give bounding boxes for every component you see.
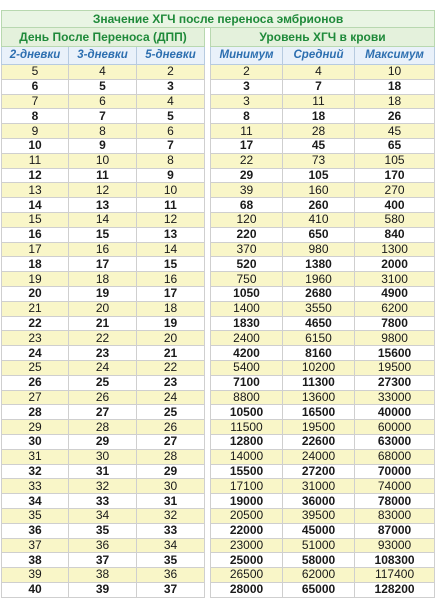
cell-5-day: 37 [137, 582, 205, 597]
cell-max: 128200 [355, 582, 435, 597]
cell-avg: 39500 [283, 508, 355, 523]
cell-avg: 105 [283, 168, 355, 183]
cell-min: 14000 [211, 449, 283, 464]
cell-avg: 31000 [283, 479, 355, 494]
cell-avg: 22600 [283, 434, 355, 449]
cell-max: 7800 [355, 316, 435, 331]
cell-min: 10500 [211, 405, 283, 420]
cell-2-day: 5 [2, 65, 69, 80]
cell-3-day: 29 [69, 434, 137, 449]
cell-5-day: 2 [137, 65, 205, 80]
col-header-max: Максимум [355, 47, 435, 65]
cell-2-day: 21 [2, 301, 69, 316]
cell-5-day: 19 [137, 316, 205, 331]
table-row [2, 331, 435, 346]
cell-min: 68 [211, 198, 283, 213]
cell-5-day: 33 [137, 523, 205, 538]
cell-min: 19000 [211, 494, 283, 509]
table-row [2, 227, 435, 242]
cell-min: 5400 [211, 360, 283, 375]
cell-5-day: 15 [137, 257, 205, 272]
cell-max: 40000 [355, 405, 435, 420]
cell-avg: 3550 [283, 301, 355, 316]
cell-avg: 11 [283, 94, 355, 109]
cell-3-day: 16 [69, 242, 137, 257]
cell-max: 117400 [355, 568, 435, 583]
table-row [2, 420, 435, 435]
cell-min: 370 [211, 242, 283, 257]
cell-3-day: 8 [69, 124, 137, 139]
cell-2-day: 14 [2, 198, 69, 213]
table-row [2, 272, 435, 287]
cell-max: 9800 [355, 331, 435, 346]
cell-3-day: 7 [69, 109, 137, 124]
table-row [2, 94, 435, 109]
cell-min: 3 [211, 79, 283, 94]
table-row [2, 538, 435, 553]
cell-min: 520 [211, 257, 283, 272]
cell-3-day: 12 [69, 183, 137, 198]
table-row [2, 360, 435, 375]
cell-3-day: 17 [69, 257, 137, 272]
table-row [2, 79, 435, 94]
table-row [2, 124, 435, 139]
cell-3-day: 4 [69, 65, 137, 80]
cell-2-day: 12 [2, 168, 69, 183]
cell-max: 4900 [355, 286, 435, 301]
cell-2-day: 15 [2, 212, 69, 227]
table-row [2, 479, 435, 494]
cell-2-day: 8 [2, 109, 69, 124]
cell-3-day: 9 [69, 138, 137, 153]
cell-3-day: 28 [69, 420, 137, 435]
group-header-hcg: Уровень ХГЧ в крови [211, 28, 435, 47]
cell-avg: 62000 [283, 568, 355, 583]
cell-avg: 18 [283, 109, 355, 124]
cell-3-day: 27 [69, 405, 137, 420]
cell-2-day: 39 [2, 568, 69, 583]
cell-max: 840 [355, 227, 435, 242]
cell-min: 11 [211, 124, 283, 139]
cell-3-day: 31 [69, 464, 137, 479]
cell-5-day: 36 [137, 568, 205, 583]
cell-3-day: 6 [69, 94, 137, 109]
hcg-table-wrapper [1, 10, 434, 598]
cell-3-day: 18 [69, 272, 137, 287]
cell-avg: 73 [283, 153, 355, 168]
cell-2-day: 28 [2, 405, 69, 420]
table-row [2, 434, 435, 449]
cell-3-day: 35 [69, 523, 137, 538]
cell-max: 45 [355, 124, 435, 139]
cell-2-day: 25 [2, 360, 69, 375]
cell-min: 1400 [211, 301, 283, 316]
cell-min: 26500 [211, 568, 283, 583]
cell-2-day: 35 [2, 508, 69, 523]
cell-avg: 650 [283, 227, 355, 242]
cell-avg: 410 [283, 212, 355, 227]
cell-max: 33000 [355, 390, 435, 405]
cell-min: 1050 [211, 286, 283, 301]
table-row [2, 568, 435, 583]
col-header-2-day: 2-дневки [2, 47, 69, 65]
cell-avg: 27200 [283, 464, 355, 479]
cell-avg: 4 [283, 65, 355, 80]
table-row [2, 375, 435, 390]
cell-2-day: 34 [2, 494, 69, 509]
cell-3-day: 24 [69, 360, 137, 375]
cell-avg: 6150 [283, 331, 355, 346]
cell-2-day: 9 [2, 124, 69, 139]
cell-max: 70000 [355, 464, 435, 479]
table-row [2, 346, 435, 361]
col-header-5-day: 5-дневки [137, 47, 205, 65]
cell-2-day: 13 [2, 183, 69, 198]
group-header-dpp: День После Переноса (ДПП) [2, 28, 205, 47]
cell-3-day: 25 [69, 375, 137, 390]
cell-2-day: 18 [2, 257, 69, 272]
table-row [2, 523, 435, 538]
cell-5-day: 11 [137, 198, 205, 213]
cell-avg: 16500 [283, 405, 355, 420]
cell-5-day: 3 [137, 79, 205, 94]
cell-avg: 45000 [283, 523, 355, 538]
cell-avg: 36000 [283, 494, 355, 509]
cell-max: 108300 [355, 553, 435, 568]
cell-3-day: 37 [69, 553, 137, 568]
table-row [2, 582, 435, 597]
cell-2-day: 11 [2, 153, 69, 168]
cell-5-day: 35 [137, 553, 205, 568]
cell-avg: 10200 [283, 360, 355, 375]
col-header-avg: Средний [283, 47, 355, 65]
cell-3-day: 21 [69, 316, 137, 331]
cell-3-day: 14 [69, 212, 137, 227]
cell-2-day: 30 [2, 434, 69, 449]
cell-5-day: 14 [137, 242, 205, 257]
cell-avg: 11300 [283, 375, 355, 390]
cell-3-day: 23 [69, 346, 137, 361]
cell-avg: 7 [283, 79, 355, 94]
column-header-row [2, 47, 435, 65]
cell-max: 18 [355, 79, 435, 94]
cell-min: 2400 [211, 331, 283, 346]
cell-max: 18 [355, 94, 435, 109]
cell-2-day: 20 [2, 286, 69, 301]
cell-2-day: 33 [2, 479, 69, 494]
cell-5-day: 17 [137, 286, 205, 301]
cell-min: 8 [211, 109, 283, 124]
table-row [2, 153, 435, 168]
cell-5-day: 9 [137, 168, 205, 183]
cell-3-day: 34 [69, 508, 137, 523]
cell-max: 78000 [355, 494, 435, 509]
table-row [2, 109, 435, 124]
cell-5-day: 12 [137, 212, 205, 227]
cell-max: 1300 [355, 242, 435, 257]
cell-5-day: 25 [137, 405, 205, 420]
cell-avg: 260 [283, 198, 355, 213]
cell-5-day: 6 [137, 124, 205, 139]
cell-2-day: 38 [2, 553, 69, 568]
table-row [2, 212, 435, 227]
cell-max: 26 [355, 109, 435, 124]
cell-min: 1830 [211, 316, 283, 331]
cell-5-day: 7 [137, 138, 205, 153]
cell-avg: 4650 [283, 316, 355, 331]
cell-3-day: 26 [69, 390, 137, 405]
cell-min: 7100 [211, 375, 283, 390]
cell-3-day: 15 [69, 227, 137, 242]
cell-5-day: 26 [137, 420, 205, 435]
cell-avg: 1960 [283, 272, 355, 287]
cell-max: 19500 [355, 360, 435, 375]
table-row [2, 168, 435, 183]
cell-min: 120 [211, 212, 283, 227]
table-row [2, 242, 435, 257]
table-row [2, 198, 435, 213]
cell-min: 22 [211, 153, 283, 168]
table-title-row [2, 11, 435, 28]
cell-5-day: 8 [137, 153, 205, 168]
cell-min: 39 [211, 183, 283, 198]
cell-min: 17 [211, 138, 283, 153]
cell-min: 8800 [211, 390, 283, 405]
cell-3-day: 10 [69, 153, 137, 168]
cell-max: 27300 [355, 375, 435, 390]
cell-5-day: 27 [137, 434, 205, 449]
cell-3-day: 33 [69, 494, 137, 509]
cell-avg: 58000 [283, 553, 355, 568]
cell-2-day: 29 [2, 420, 69, 435]
cell-max: 93000 [355, 538, 435, 553]
cell-min: 28000 [211, 582, 283, 597]
cell-3-day: 30 [69, 449, 137, 464]
table-row [2, 316, 435, 331]
cell-max: 105 [355, 153, 435, 168]
cell-5-day: 22 [137, 360, 205, 375]
cell-5-day: 31 [137, 494, 205, 509]
cell-min: 17100 [211, 479, 283, 494]
cell-5-day: 21 [137, 346, 205, 361]
group-header-row [2, 28, 435, 47]
cell-2-day: 17 [2, 242, 69, 257]
cell-2-day: 36 [2, 523, 69, 538]
cell-3-day: 38 [69, 568, 137, 583]
cell-2-day: 24 [2, 346, 69, 361]
cell-avg: 24000 [283, 449, 355, 464]
cell-5-day: 24 [137, 390, 205, 405]
cell-2-day: 26 [2, 375, 69, 390]
cell-2-day: 27 [2, 390, 69, 405]
cell-3-day: 22 [69, 331, 137, 346]
cell-min: 11500 [211, 420, 283, 435]
table-row [2, 138, 435, 153]
table-row [2, 65, 435, 80]
cell-avg: 8160 [283, 346, 355, 361]
cell-2-day: 6 [2, 79, 69, 94]
cell-3-day: 39 [69, 582, 137, 597]
cell-max: 2000 [355, 257, 435, 272]
table-row [2, 390, 435, 405]
cell-min: 12800 [211, 434, 283, 449]
cell-5-day: 23 [137, 375, 205, 390]
cell-5-day: 18 [137, 301, 205, 316]
cell-5-day: 29 [137, 464, 205, 479]
cell-avg: 160 [283, 183, 355, 198]
cell-max: 87000 [355, 523, 435, 538]
col-header-3-day: 3-дневки [69, 47, 137, 65]
cell-min: 25000 [211, 553, 283, 568]
cell-5-day: 13 [137, 227, 205, 242]
cell-2-day: 10 [2, 138, 69, 153]
cell-avg: 980 [283, 242, 355, 257]
cell-5-day: 20 [137, 331, 205, 346]
table-row [2, 257, 435, 272]
cell-5-day: 16 [137, 272, 205, 287]
cell-3-day: 11 [69, 168, 137, 183]
cell-3-day: 5 [69, 79, 137, 94]
table-row [2, 286, 435, 301]
table-row [2, 449, 435, 464]
cell-avg: 51000 [283, 538, 355, 553]
table-row [2, 405, 435, 420]
cell-2-day: 32 [2, 464, 69, 479]
cell-avg: 2680 [283, 286, 355, 301]
cell-min: 220 [211, 227, 283, 242]
cell-2-day: 19 [2, 272, 69, 287]
cell-max: 10 [355, 65, 435, 80]
cell-max: 65 [355, 138, 435, 153]
table-row [2, 464, 435, 479]
cell-min: 3 [211, 94, 283, 109]
cell-5-day: 5 [137, 109, 205, 124]
cell-3-day: 13 [69, 198, 137, 213]
cell-3-day: 20 [69, 301, 137, 316]
cell-min: 23000 [211, 538, 283, 553]
cell-avg: 13600 [283, 390, 355, 405]
cell-max: 6200 [355, 301, 435, 316]
cell-2-day: 22 [2, 316, 69, 331]
cell-max: 83000 [355, 508, 435, 523]
cell-max: 400 [355, 198, 435, 213]
table-row [2, 494, 435, 509]
cell-min: 15500 [211, 464, 283, 479]
cell-max: 63000 [355, 434, 435, 449]
cell-5-day: 28 [137, 449, 205, 464]
cell-5-day: 30 [137, 479, 205, 494]
cell-min: 750 [211, 272, 283, 287]
cell-2-day: 31 [2, 449, 69, 464]
cell-3-day: 32 [69, 479, 137, 494]
cell-min: 29 [211, 168, 283, 183]
cell-max: 270 [355, 183, 435, 198]
cell-5-day: 32 [137, 508, 205, 523]
table-row [2, 301, 435, 316]
cell-avg: 19500 [283, 420, 355, 435]
cell-min: 4200 [211, 346, 283, 361]
cell-min: 2 [211, 65, 283, 80]
cell-max: 74000 [355, 479, 435, 494]
cell-2-day: 40 [2, 582, 69, 597]
cell-min: 20500 [211, 508, 283, 523]
cell-max: 68000 [355, 449, 435, 464]
cell-max: 60000 [355, 420, 435, 435]
cell-2-day: 7 [2, 94, 69, 109]
col-header-min: Минимум [211, 47, 283, 65]
cell-2-day: 23 [2, 331, 69, 346]
cell-avg: 1380 [283, 257, 355, 272]
cell-max: 170 [355, 168, 435, 183]
cell-avg: 65000 [283, 582, 355, 597]
cell-avg: 28 [283, 124, 355, 139]
cell-max: 3100 [355, 272, 435, 287]
cell-max: 15600 [355, 346, 435, 361]
cell-5-day: 10 [137, 183, 205, 198]
table-row [2, 553, 435, 568]
hcg-table [1, 10, 435, 598]
cell-3-day: 36 [69, 538, 137, 553]
cell-3-day: 19 [69, 286, 137, 301]
table-row [2, 508, 435, 523]
cell-min: 22000 [211, 523, 283, 538]
cell-avg: 45 [283, 138, 355, 153]
table-title: Значение ХГЧ после переноса эмбрионов [2, 11, 435, 28]
cell-2-day: 37 [2, 538, 69, 553]
cell-2-day: 16 [2, 227, 69, 242]
cell-5-day: 4 [137, 94, 205, 109]
cell-5-day: 34 [137, 538, 205, 553]
cell-max: 580 [355, 212, 435, 227]
table-row [2, 183, 435, 198]
